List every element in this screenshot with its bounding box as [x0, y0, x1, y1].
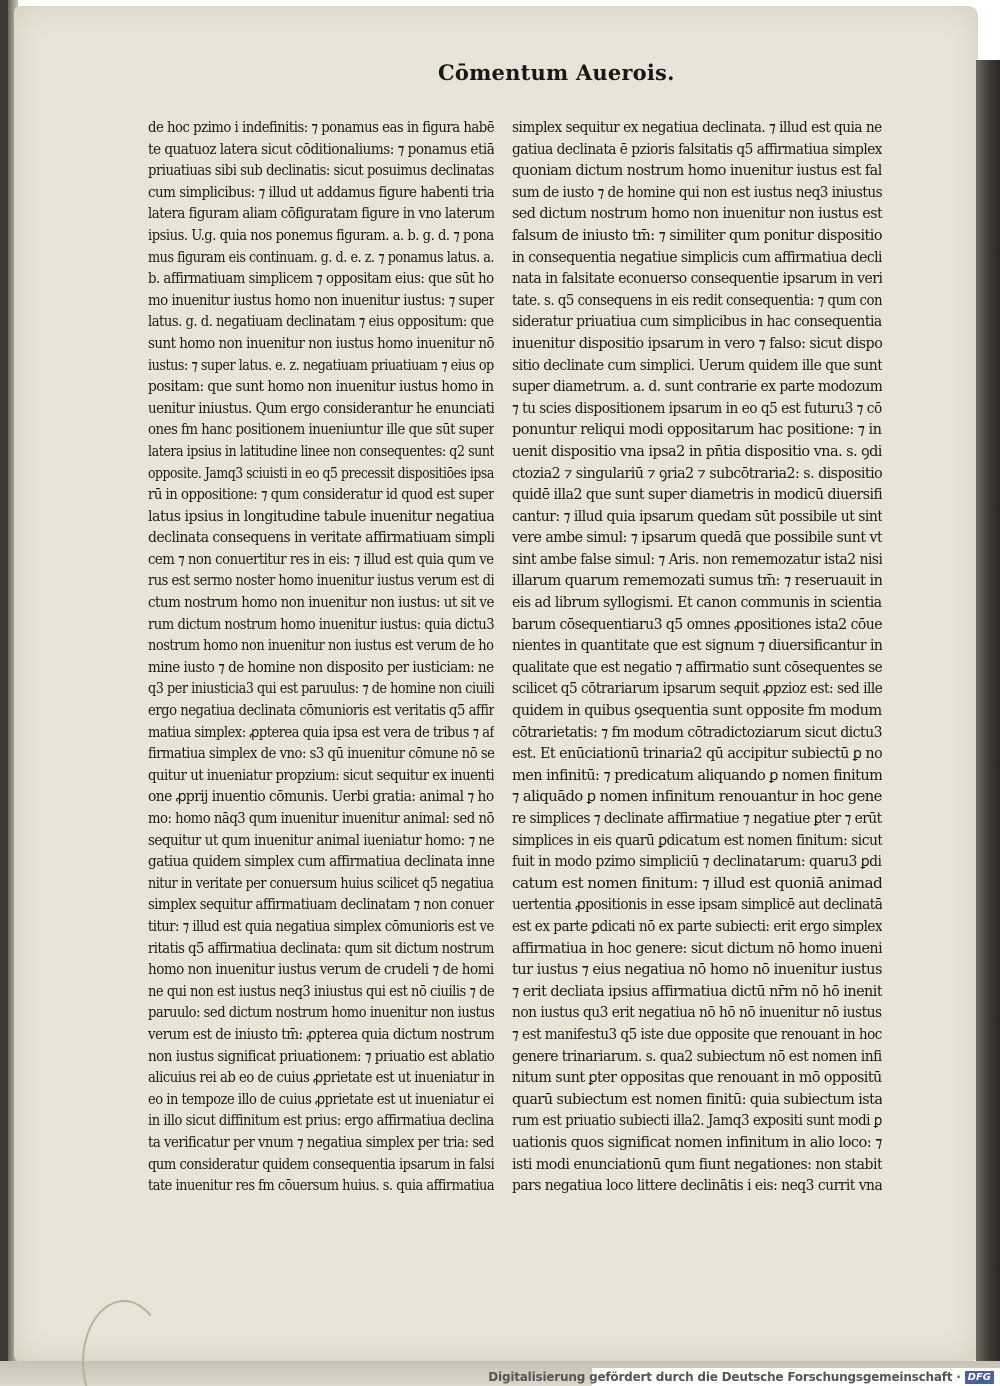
- text-line: titur: ⁊ illud est quia negatiua simplex cōmunioris est ve: [148, 918, 494, 935]
- text-line: mus figuram eis continuam. g. d. e. z. ⁊ ponamus latus. a.: [148, 249, 495, 266]
- dfg-credit-text: Digitalisierung gefördert durch die Deutsche Forschungsgemeinschaft ·: [488, 1370, 961, 1384]
- text-line: pars negatiua loco littere declinātis i eis: neq3 currit vna: [512, 1178, 883, 1195]
- text-line: quitur ut inueniatur propzium: sicut sequitur ex inuenti: [148, 767, 494, 784]
- text-line: ⁊ est manifestu3 q5 iste due opposite que renouant in hoc: [512, 1026, 882, 1043]
- text-line: illarum quarum rememozati sumus tm̄: ⁊ reseruauit in: [512, 573, 882, 590]
- text-line: fuit in modo pzimo simpliciū ⁊ declinatarum: quaru3 ꝑdi: [512, 854, 882, 871]
- text-line: cum simplicibus: ⁊ illud ut addamus figure habenti tria: [148, 184, 495, 201]
- text-line: sideratur priuatiua cum simplicibus in hac consequentia: [512, 314, 882, 331]
- text-line: uationis quos significat nomen infinitum in alio loco: ⁊: [512, 1134, 882, 1151]
- text-line: quarū subiectum est nomen finitū: quia subiectum ista: [512, 1091, 883, 1108]
- text-line: firmatiua simplex de vno: s3 qū inuenitur cōmune nō se: [148, 746, 495, 763]
- text-line: ⁊ tu scies dispositionem ipsarum in eo q5 est futuru3 ⁊ cō: [512, 400, 882, 417]
- text-line: te quatuoz latera sicut cōditionaliums: ⁊ ponamus etiā: [148, 141, 494, 158]
- text-line: tur iustus ⁊ eius negatiua nō homo nō inuenitur iustus: [512, 962, 882, 979]
- text-line: nitum sunt ꝑter oppositas que renouant in mō oppositū: [512, 1070, 882, 1087]
- text-line: ergo negatiua declinata cōmunioris est veritatis q5 affir: [148, 703, 495, 720]
- text-line: ipsius. U.g. quia nos ponemus figuram. a. b. g. d. ⁊ pona: [148, 227, 494, 244]
- dfg-logo: DFG: [965, 1371, 994, 1384]
- text-line: gatiua quidem simplex cum affirmatiua declinata inne: [148, 854, 495, 871]
- text-line: nitur in veritate per conuersum huius scilicet q5 negatiua: [148, 875, 494, 892]
- text-line: eo in tempoze illo de cuius ꝓprietate est ut inueniatur ei: [148, 1091, 494, 1108]
- text-line: latus ipsius in longitudine tabule inuenitur negatiua: [148, 508, 494, 525]
- text-line: ponuntur reliqui modi oppositarum hac positione: ⁊ in: [512, 422, 882, 439]
- text-line: de hoc pzimo i indefinitis: ⁊ ponamus eas in figura habē: [148, 120, 495, 136]
- text-line: rum est priuatio subiecti illa2. Jamq3 expositi sunt modi ꝑ: [512, 1113, 882, 1130]
- text-line: ne qui non est iustus neq3 iniustus qui est nō ciuilis ⁊ de: [148, 983, 494, 1000]
- text-line: uenitur iniustus. Qum ergo considerantur he enunciati: [148, 400, 495, 417]
- text-line: barum cōsequentiaru3 q5 omnes ꝓpositiones ista2 cōue: [512, 616, 882, 633]
- text-line: non iustus significat priuationem: ⁊ priuatio est ablatio: [148, 1048, 494, 1065]
- text-line: latera ipsius in latitudine linee non consequentes: q2 sunt: [148, 443, 494, 460]
- text-line: est. Et enūciationū trinaria2 qū accipitur subiectū ꝑ no: [512, 746, 882, 763]
- running-head: Cōmentum Auerois.: [438, 60, 675, 85]
- text-line: mo inuenitur iustus homo non inuenitur iustus: ⁊ super: [148, 292, 495, 309]
- text-line: ctum nostrum homo non inuenitur non iustus: ut sit ve: [148, 595, 494, 612]
- text-line: priuatiuas sibi sub declinatis: sicut posuimus declinatas: [148, 163, 494, 180]
- text-line: one ꝓprij inuentio cōmunis. Uerbi gratia: animal ⁊ ho: [148, 789, 494, 806]
- text-line: eis ad librum syllogismi. Et canon communis in scientia: [512, 595, 882, 612]
- text-line: simplex sequitur affirmatiuam declinatam ⁊ non conuer: [148, 897, 495, 914]
- text-line: gatiua declinata ē pzioris falsitatis q5 affirmatiua simplex: [512, 141, 882, 158]
- text-line: sum de iusto ⁊ de homine qui non est iustus neq3 iniustus: [512, 184, 882, 201]
- text-line: sint ambe false simul: ⁊ Aris. non rememozatur ista2 nisi: [512, 551, 883, 568]
- text-line: declinata consequens in veritate affirmatiuam simpli: [148, 530, 495, 547]
- text-line: ⁊ erit decliata ipsius affirmatiua dictū nr̄m nō hō inenit: [512, 983, 883, 1000]
- text-line: catum est nomen finitum: ⁊ illud est quoniā animad: [512, 875, 882, 892]
- text-line: men infinitū: ⁊ predicatum aliquando ꝑ nomen finitum: [512, 767, 883, 784]
- text-line: matiua simplex: ꝓpterea quia ipsa est vera de tribus ⁊ af: [148, 724, 494, 741]
- text-line: uertentia ꝓpositionis in esse ipsam simplicē aut declinatā: [512, 897, 883, 914]
- text-line: tate. s. q5 consequens in eis redit consequentia: ⁊ qum con: [512, 292, 882, 309]
- text-line: nostrum homo non inuenitur non iustus est verum de ho: [148, 638, 494, 655]
- text-line: tate inuenitur res fm cōuersum huius. s. quia affirmatiua: [148, 1178, 494, 1195]
- text-line: positam: que sunt homo non inuenitur iustus homo in: [148, 379, 494, 396]
- text-line: nata in falsitate econuerso consequentie ipsarum in veri: [512, 271, 882, 288]
- text-line: q3 per iniusticia3 qui est paruulus: ⁊ de homine non ciuili: [148, 681, 495, 698]
- text-line: nientes in quantitate que est signum ⁊ diuersificantur in: [512, 638, 883, 655]
- text-line: quidē illa2 que sunt super diametris in modicū diuersifi: [512, 487, 883, 504]
- text-line: falsum de iniusto tm̄: ⁊ similiter qum ponitur dispositio: [512, 227, 882, 244]
- text-column-right: [512, 118, 882, 1198]
- text-line: paruulo: sed dictum nostrum homo inuenitur non iustus: [148, 1005, 495, 1022]
- text-line: rum dictum nostrum homo inuenitur iustus: quia dictu3: [148, 616, 494, 633]
- text-line: verum est de iniusto tm̄: ꝓpterea quia dictum nostrum: [148, 1026, 494, 1043]
- text-line: in consequentia negatiue simplicis cum affirmatiua decli: [512, 249, 882, 266]
- text-line: sequitur ut qum inuenitur animal iueniatur homo: ⁊ ne: [148, 832, 494, 849]
- text-line: mine iusto ⁊ de homine non disposito per iusticiam: ne: [148, 659, 494, 676]
- text-line: iustus: ⁊ super latus. e. z. negatiuam priuatiuam ⁊ eius op: [148, 357, 494, 374]
- text-line: qualitate que est negatio ⁊ affirmatio sunt cōsequentes se: [512, 659, 882, 676]
- text-line: quidem in quibus ꝯsequentia sunt opposite fm modum: [512, 703, 882, 720]
- text-line: ritatis q5 affirmatiua declinata: qum sit dictum nostrum: [148, 940, 494, 957]
- text-line: sunt homo non inuenitur non iustus homo inuenitur nō: [148, 335, 494, 352]
- text-column-left: [148, 118, 494, 1198]
- text-line: inuenitur dispositio ipsarum in vero ⁊ falso: sicut dispo: [512, 335, 883, 352]
- text-line: in illo sicut diffinitum est prius: ergo affirmatiua declina: [148, 1113, 494, 1130]
- text-line: isti modi enunciationū qum fiunt negationes: non stabit: [512, 1156, 883, 1173]
- text-line: ⁊ aliquādo ꝑ nomen infinitum renouantur in hoc gene: [512, 789, 882, 806]
- text-line: rus est sermo noster homo inuenitur iustus verum est di: [148, 573, 494, 590]
- text-line: vere ambe simul: ⁊ ipsarum quedā que possibile sunt vt: [512, 530, 882, 547]
- text-line: cōtrarietatis: ⁊ fm modum cōtradictoziarum sicut dictu3: [512, 724, 883, 741]
- text-line: uenit dispositio vna ipsa2 in pn̄tia dispositio vna. s. ꝯdi: [512, 443, 882, 460]
- text-line: non iustus qu3 erit negatiua nō hō nō inuenitur nō iustus: [512, 1005, 882, 1022]
- facing-page-edge: [976, 60, 1000, 1380]
- text-line: est ex parte ꝑdicati nō ex parte subiecti: erit ergo simplex: [512, 918, 882, 935]
- text-line: cem ⁊ non conuertitur res in eis: ⁊ illud est quia qum ve: [148, 551, 494, 568]
- text-line: latus. g. d. negatiuam declinatam ⁊ eius oppositum: que: [148, 314, 494, 331]
- text-line: quoniam dictum nostrum homo inuenitur iustus est fal: [512, 163, 882, 180]
- text-line: cantur: ⁊ illud quia ipsarum quedam sūt possibile ut sint: [512, 508, 882, 525]
- text-line: qum consideratur quidem consequentia ipsarum in falsi: [148, 1156, 495, 1173]
- text-line: homo non inuenitur iustus verum de crudeli ⁊ de homi: [148, 962, 494, 979]
- text-line: b. affirmatiuam simplicem ⁊ oppositam eius: que sūt ho: [148, 271, 494, 288]
- text-line: re simplices ⁊ declinate affirmatiue ⁊ negatiue ꝑter ⁊ erūt: [512, 811, 882, 827]
- text-line: sed dictum nostrum homo non inuenitur non iustus est: [512, 206, 883, 223]
- text-line: opposite. Jamq3 sciuisti in eo q5 precessit dispositiōes ipsa: [148, 465, 494, 482]
- text-line: super diametrum. a. d. sunt contrarie ex parte modozum: [512, 379, 883, 396]
- text-line: ctozia2 ⁊ singulariū ⁊ ꝯria2 ⁊ subcōtraria2: s. dispositio: [512, 465, 882, 482]
- digitization-credit: [488, 1368, 1000, 1386]
- text-line: simplex sequitur ex negatiua declinata. ⁊ illud est quia ne: [512, 120, 882, 136]
- text-line: latera figuram aliam cōfiguratam figure in vno laterum: [148, 206, 495, 223]
- text-line: scilicet q5 cōtrariarum ipsarum sequit ꝓpzioz est: sed ille: [512, 681, 883, 698]
- text-line: ta verificatur per vnum ⁊ negatiua simplex per tria: sed: [148, 1134, 494, 1151]
- text-line: mo: homo nāq3 qum inuenitur inuenitur animal: sed nō: [148, 811, 494, 827]
- text-line: alicuius rei ab eo de cuius ꝓprietate est ut inueniatur in: [148, 1070, 495, 1087]
- text-line: affirmatiua in hoc genere: sicut dictum nō homo inueni: [512, 940, 882, 957]
- text-line: ones fm hanc positionem inueniuntur ille que sūt super: [148, 422, 495, 439]
- text-line: genere trinariarum. s. qua2 subiectum nō est nomen infi: [512, 1048, 882, 1065]
- text-line: simplices in eis quarū ꝑdicatum est nomen finitum: sicut: [512, 832, 883, 849]
- text-line: rū in oppositione: ⁊ qum consideratur id quod est super: [148, 487, 494, 504]
- text-line: sitio declinate cum simplici. Uerum quidem ille que sunt: [512, 357, 882, 374]
